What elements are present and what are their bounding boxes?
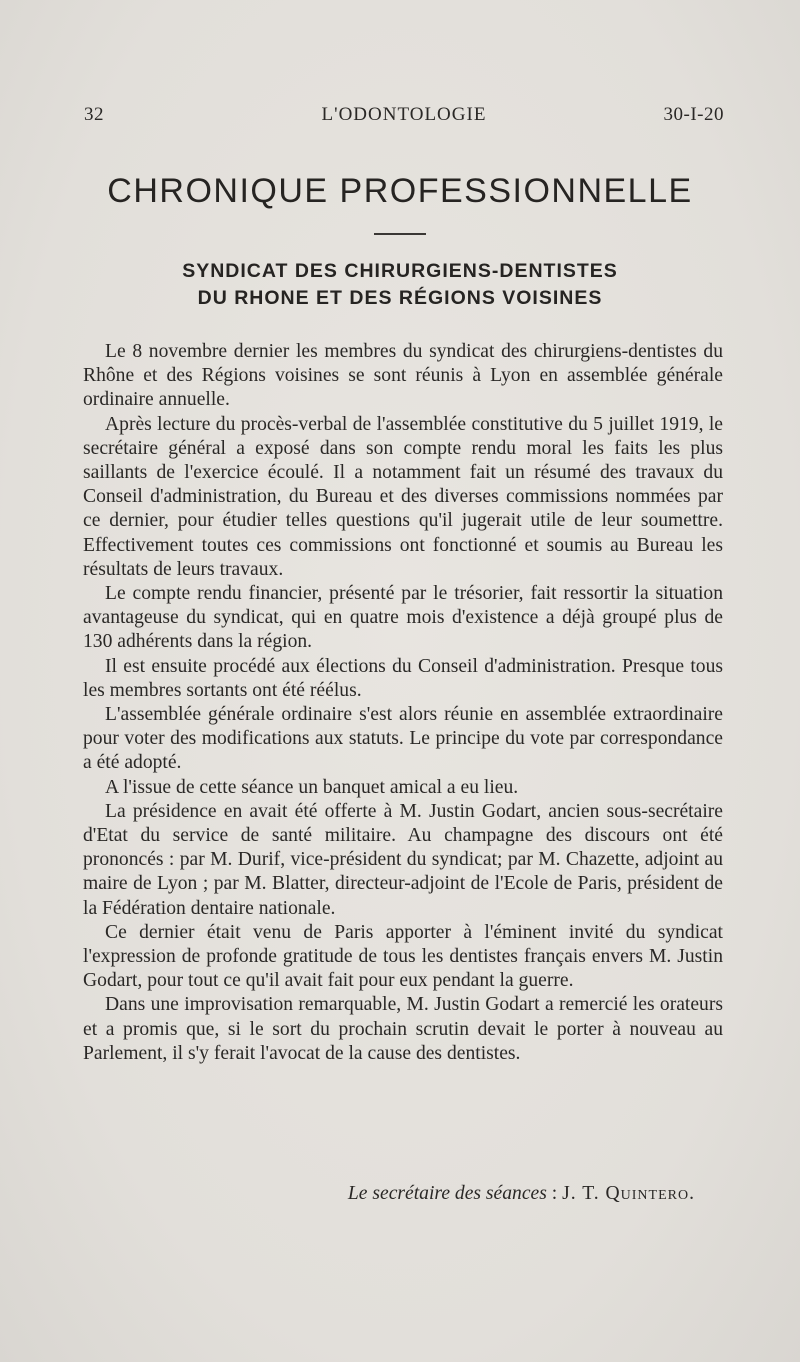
paragraph: Il est ensuite procédé aux élections du Conseil d'administration. Presque tous les membres sortants ont été réélus.: [83, 655, 723, 701]
page-number: 32: [84, 104, 104, 125]
paragraph: Le compte rendu financier, présenté par le trésorier, fait ressortir la situation avantageuse du syndicat, qui en quatre mois d'existence a déjà groupé plus de 130 adhérents dans la région.: [83, 583, 723, 653]
running-header: [84, 104, 724, 132]
article-heading-line-2: DU RHONE ET DES RÉGIONS VOISINES: [197, 287, 603, 309]
paragraph: Après lecture du procès-verbal de l'assemblée constitutive du 5 juillet 1919, le secrétaire général a exposé dans son compte rendu moral les faits les plus saillants de l'exercice écoulé. Il a notamment fait un résumé des travaux du Conseil d'administration, du Bureau et des diverses commissions nommées par ce dernier, pour étudier telles questions qu'il jugerait utile de leur soumettre. Effectivement toutes ces commissions ont fonctionné et soumis au Bureau les résultats de leurs travaux.: [83, 413, 723, 580]
paragraph: A l'issue de cette séance un banquet amical a eu lieu.: [105, 776, 519, 798]
signature-colon: :: [546, 1183, 563, 1204]
title-divider: [374, 233, 426, 235]
signature-role: Le secrétaire des séances: [347, 1183, 547, 1204]
article-heading: [80, 258, 720, 312]
paragraph: La présidence en avait été offerte à M. Justin Godart, ancien sous-secrétaire d'Etat du service de santé militaire. Au champagne des discours ont été prononcés : par M. Durif, vice-président du syndicat; par M. Chazette, adjoint au maire de Lyon ; par M. Blatter, directeur-adjoint de l'Ecole de Paris, président de la Fédération dentaire nationale.: [83, 800, 723, 919]
paragraph: Dans une improvisation remarquable, M. Justin Godart a remercié les orateurs et a promis que, si le sort du prochain scrutin devait le porter à nouveau au Parlement, il s'y ferait l'avocat de la cause des dentistes.: [83, 994, 723, 1064]
paragraph: Le 8 novembre dernier les membres du syndicat des chirurgiens-dentistes du Rhône et des Régions voisines se sont réunis à Lyon en assemblée générale ordinaire annuelle.: [83, 341, 723, 411]
paragraph: Ce dernier était venu de Paris apporter à l'éminent invité du syndicat l'expression de profonde gratitude de tous les dentistes français envers M. Justin Godart, pour tout ce qu'il avait fait pour eux pendant la guerre.: [83, 921, 723, 992]
journal-title: L'ODONTOLOGIE: [321, 104, 487, 125]
issue-date: 30-I-20: [663, 104, 724, 125]
paragraph: L'assemblée générale ordinaire s'est alors réunie en assemblée extraordinaire pour voter des modifications aux statuts. Le principe du vote par correspondance a été adopté.: [83, 704, 723, 774]
signature-name: J. T. Quintero.: [562, 1183, 695, 1204]
article-body: [83, 340, 723, 1066]
section-title: CHRONIQUE PROFESSIONNELLE: [107, 172, 693, 210]
article-heading-line-1: SYNDICAT DES CHIRURGIENS-DENTISTES: [182, 260, 618, 282]
signature: [83, 1183, 695, 1205]
